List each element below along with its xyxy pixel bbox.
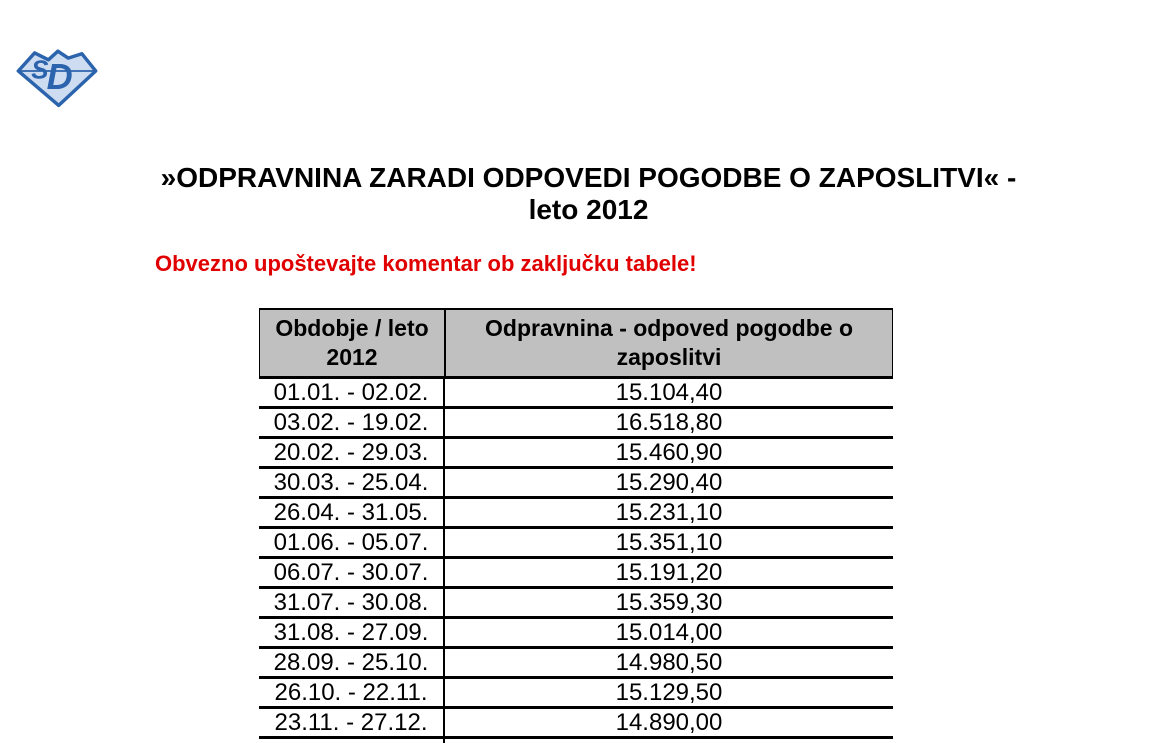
amount-cell: 15.460,90 <box>615 439 723 466</box>
period-cell: 26.04. - 31.05. <box>259 499 445 526</box>
amount-cell: 15.231,10 <box>615 499 723 526</box>
table-row <box>259 619 893 649</box>
table-row <box>259 409 893 439</box>
amount-cell <box>445 739 893 743</box>
page-title <box>10 162 1157 226</box>
table-row <box>259 379 893 409</box>
period-cell: 01.06. - 05.07. <box>259 529 445 556</box>
period-cell: 28.09. - 25.10. <box>259 649 445 676</box>
table-row <box>259 439 893 469</box>
amount-cell: 15.191,20 <box>615 559 723 586</box>
table-row <box>259 589 893 619</box>
period-cell: 31.07. - 30.08. <box>259 589 445 616</box>
page-title-line-1: »ODPRAVNINA ZARADI ODPOVEDI POGODBE O ZAPOSLITVI« - <box>160 162 1017 193</box>
logo-letter-d: D <box>46 56 73 98</box>
table-row <box>259 559 893 589</box>
severance-table <box>259 308 893 743</box>
page-title-line-2: leto 2012 <box>528 194 649 225</box>
period-cell: 06.07. - 30.07. <box>259 559 445 586</box>
period-cell: 23.11. - 27.12. <box>259 709 445 736</box>
sd-diamond-logo-icon <box>14 45 100 109</box>
logo-letter-s: S <box>31 56 49 85</box>
column-header-amount: Odpravnina - odpoved pogodbe o zaposlitvi <box>485 315 853 370</box>
table-row-partial <box>259 739 893 743</box>
column-header-period: Obdobje / leto 2012 <box>260 310 446 376</box>
period-cell: 20.02. - 29.03. <box>259 439 445 466</box>
amount-cell: 15.290,40 <box>615 469 723 496</box>
amount-cell: 16.518,80 <box>615 409 723 436</box>
amount-cell: 15.359,30 <box>615 589 723 616</box>
table-row <box>259 529 893 559</box>
table-row <box>259 649 893 679</box>
table-row <box>259 469 893 499</box>
period-cell: 01.01. - 02.02. <box>259 379 445 406</box>
amount-cell: 15.104,40 <box>615 379 723 406</box>
amount-cell: 15.351,10 <box>615 529 723 556</box>
period-cell: 26.10. - 22.11. <box>259 679 445 706</box>
amount-cell: 15.129,50 <box>615 679 723 706</box>
period-cell: 31.08. - 27.09. <box>259 619 445 646</box>
period-cell: 30.03. - 25.04. <box>259 469 445 496</box>
table-row <box>259 679 893 709</box>
notice-text: Obvezno upoštevajte komentar ob zaključku tabele! <box>155 251 697 276</box>
table-header-row <box>259 308 893 379</box>
amount-cell: 15.014,00 <box>615 619 723 646</box>
table-row <box>259 709 893 739</box>
amount-cell: 14.890,00 <box>615 709 723 736</box>
period-cell <box>259 739 445 743</box>
amount-cell: 14.980,50 <box>615 649 723 676</box>
period-cell: 03.02. - 19.02. <box>259 409 445 436</box>
table-row <box>259 499 893 529</box>
